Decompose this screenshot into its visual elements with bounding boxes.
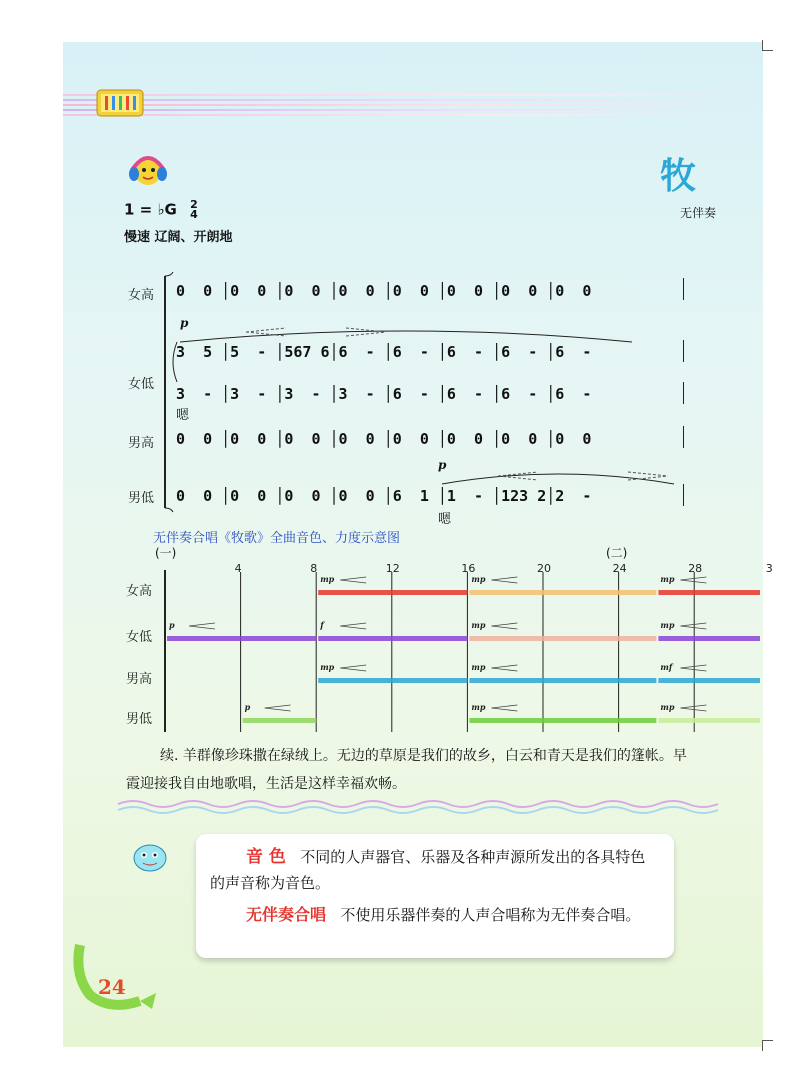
timbre-bar <box>318 590 467 595</box>
measure-tick-label: 24 <box>612 562 627 575</box>
crescendo-mark <box>680 577 706 583</box>
tempo-marking: 慢速 辽阔、开朗地 <box>124 230 233 245</box>
dynamic-mark: mp <box>660 620 675 630</box>
crescendo-mark <box>491 705 517 711</box>
timbre-bar <box>658 636 760 641</box>
soprano-row: 0 0 │0 0 │0 0 │0 0 │0 0 │0 0 │0 0 │0 0 <box>176 282 592 300</box>
measure-tick-label: 20 <box>537 562 551 575</box>
crescendo-mark <box>491 623 517 629</box>
section-label-2: (二) <box>606 546 628 560</box>
song-title: 牧 <box>660 155 697 197</box>
lyrics-text: 续. 羊群像珍珠撒在绿绒上。无边的草原是我们的故乡，白云和青天是我们的篷帐。早霞迎接我自由地歌唱，生活是这样幸福欢畅。 <box>126 748 687 792</box>
dynamic-mark: mp <box>471 574 486 584</box>
timbre-bar <box>469 678 656 683</box>
measure-tick-label: 28 <box>688 562 703 575</box>
glossary-entry-timbre <box>210 844 660 896</box>
timbre-bar <box>658 718 760 723</box>
dynamic-p: p <box>180 316 189 330</box>
dynamic-mark: mp <box>660 574 675 584</box>
score-end-barline <box>683 278 684 300</box>
timbre-bar <box>658 590 760 595</box>
measure-tick-label: 3 <box>765 562 773 575</box>
key-signature <box>124 200 198 220</box>
dynamic-mark: f <box>320 620 324 630</box>
time-signature-bottom: 4 <box>190 208 198 221</box>
bass-row: 0 0 │0 0 │0 0 │0 0 │6 1 │1 - │123 2│2 - <box>176 487 592 505</box>
chart-title: 无伴奏合唱《牧歌》全曲音色、力度示意图 <box>153 531 401 546</box>
crescendo-mark <box>491 577 517 583</box>
score-end-barline <box>683 426 684 448</box>
wave-divider <box>118 798 708 816</box>
timbre-dynamics-chart <box>120 560 773 735</box>
voice-label-tenor: 男高 <box>128 436 155 451</box>
score-end-barline <box>683 382 684 404</box>
crescendo-mark <box>680 665 706 671</box>
time-signature <box>190 200 198 220</box>
glossary-term: 无伴奏合唱 <box>246 905 327 924</box>
lyric-hum: 嗯 <box>438 512 452 527</box>
crescendo-mark <box>265 705 291 711</box>
glossary-definition: 不使用乐器伴奏的人声合唱称为无伴奏合唱。 <box>340 906 641 924</box>
timbre-bar <box>318 636 467 641</box>
chart-voice-label: 男高 <box>126 672 153 687</box>
accordion-icon <box>95 86 145 120</box>
phrase-slur <box>438 468 678 488</box>
crescendo-mark <box>340 623 366 629</box>
cartoon-mascot-icon <box>128 838 172 874</box>
dynamic-mark: mp <box>660 702 675 712</box>
crop-mark <box>762 40 773 51</box>
voice-label-alto: 女低 <box>128 377 155 392</box>
glossary-card <box>196 834 674 958</box>
page-number: 24 <box>98 975 126 999</box>
chart-voice-label: 女低 <box>126 630 153 645</box>
glossary-entry-acappella <box>210 902 660 928</box>
dynamic-mark: mp <box>320 662 335 672</box>
lyric-hum: 嗯 <box>176 408 190 423</box>
timbre-bar <box>469 590 656 595</box>
dynamic-p: p <box>438 458 447 472</box>
tenor-row: 0 0 │0 0 │0 0 │0 0 │0 0 │0 0 │0 0 │0 0 <box>176 430 592 448</box>
timbre-bar <box>658 678 760 683</box>
crop-mark <box>762 1040 773 1051</box>
crescendo-mark <box>680 705 706 711</box>
voice-label-soprano: 女高 <box>128 288 155 303</box>
dynamic-mark: p <box>169 620 175 630</box>
crescendo-mark <box>340 665 366 671</box>
chart-voice-label: 男低 <box>126 712 153 727</box>
rainbow-stripes <box>63 92 763 118</box>
dynamic-mark: mp <box>320 574 335 584</box>
dynamic-mark: p <box>244 702 251 712</box>
timbre-bar <box>167 636 316 641</box>
timbre-bar <box>318 678 467 683</box>
headphones-face-icon <box>126 146 170 190</box>
timbre-bar <box>469 718 656 723</box>
measure-tick-label: 8 <box>310 562 318 575</box>
dynamic-mark: mp <box>471 702 486 712</box>
measure-tick-label: 12 <box>385 562 400 575</box>
timbre-bar <box>469 636 656 641</box>
alto-upper-row: 3 5 │5 - │567 6│6 - │6 - │6 - │6 - │6 - <box>176 343 592 361</box>
crescendo-mark <box>491 665 517 671</box>
measure-tick-label: 16 <box>461 562 476 575</box>
timbre-bar <box>243 718 317 723</box>
section-label-1: (一) <box>155 546 177 560</box>
crescendo-mark <box>340 577 366 583</box>
glossary-term: 音 色 <box>246 847 286 867</box>
time-signature-top: 2 <box>190 198 198 211</box>
accompaniment-note: 无伴奏 <box>680 206 717 220</box>
phrase-slur <box>176 326 636 346</box>
dynamic-mark: mf <box>660 662 673 672</box>
score-end-barline <box>683 484 684 506</box>
dynamic-mark: mp <box>471 620 486 630</box>
alto-lower-row: 3 - │3 - │3 - │3 - │6 - │6 - │6 - │6 - <box>176 385 592 403</box>
crescendo-mark <box>189 623 215 629</box>
voice-label-bass: 男低 <box>128 491 155 506</box>
crescendo-mark <box>680 623 706 629</box>
dynamic-mark: mp <box>471 662 486 672</box>
score-end-barline <box>683 340 684 362</box>
key-text: 1 = ♭G <box>124 200 177 219</box>
glossary-definition: 不同的人声器官、乐器及各种声源所发出的各具特色的声音称为音色。 <box>210 848 646 892</box>
chart-voice-label: 女高 <box>126 584 153 599</box>
measure-tick-label: 4 <box>234 562 242 575</box>
